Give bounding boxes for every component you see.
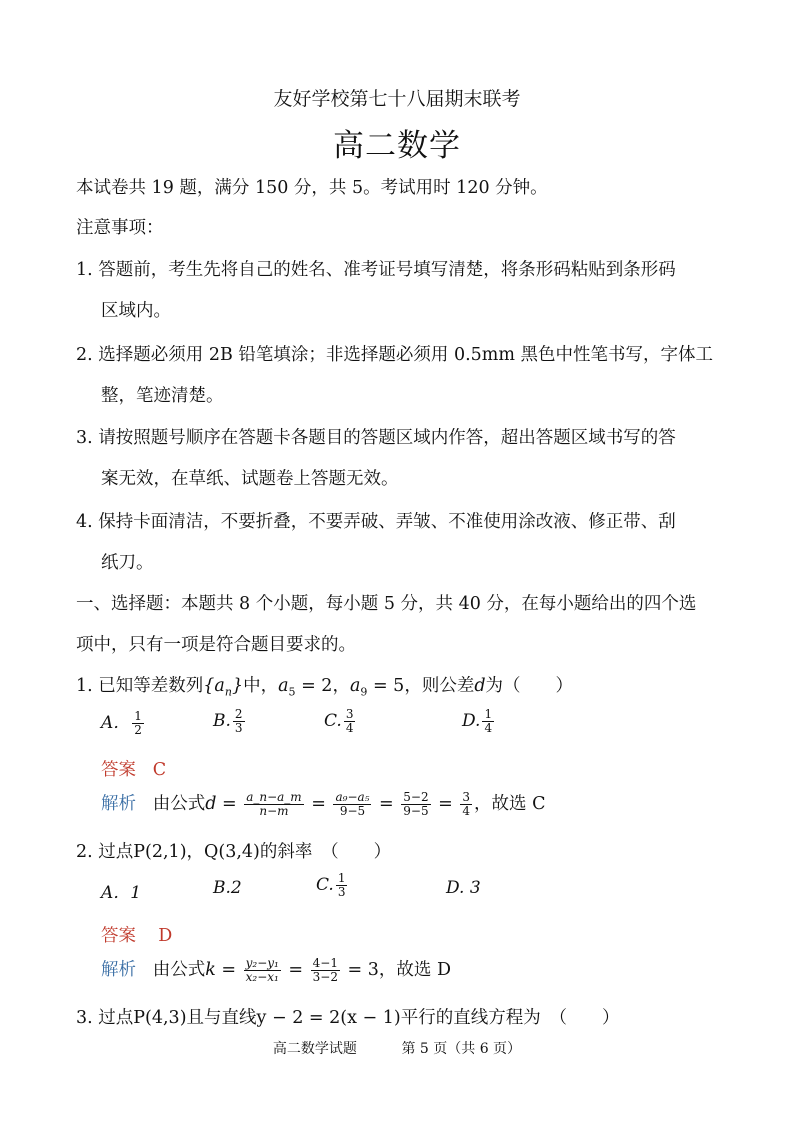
q2-option-c-num: 1 [337, 871, 346, 885]
q2-option-c [316, 872, 349, 899]
q2-f2-num: 4−1 [312, 956, 338, 970]
q1-a9: a [349, 676, 361, 696]
notice-item-1-line2: 区域内。 [101, 301, 171, 321]
q1-option-c [324, 708, 357, 735]
notice-item-3-line1: 3. 请按照题号顺序在答题卡各题目的答题区域内作答，超出答题区域书写的答 [76, 428, 676, 448]
q1-option-c-num: 3 [345, 707, 354, 721]
notice-item-3-line2: 案无效，在草纸、试题卷上答题无效。 [101, 469, 399, 489]
exam-intro: 本试卷共 19 题，满分 150 分，共 5。考试用时 120 分钟。 [76, 178, 548, 198]
q1-option-d-den: 4 [484, 721, 493, 735]
q2-option-a [101, 878, 141, 903]
q1-d: d [474, 676, 486, 696]
q1-tail: 为（ ） [485, 676, 574, 696]
q2-option-c-den: 3 [337, 885, 346, 899]
q1-answer [101, 756, 166, 781]
q2-explain-k: k [205, 960, 216, 980]
section1-line1: 一、选择题：本题共 8 个小题，每小题 5 分，共 40 分，在每小题给出的四个选 [76, 594, 697, 614]
q1-option-d [462, 708, 496, 735]
q1-option-d-num: 1 [484, 707, 493, 721]
q1-option-a-num: 1 [134, 709, 142, 723]
exam-title: 高二数学 [333, 128, 461, 164]
q1-option-c-label: C. [324, 711, 342, 731]
question-3: 3. 过点P(4,3)且与直线y − 2 = 2(x − 1)平行的直线方程为 （ ） [76, 1008, 620, 1028]
notice-item-2-line2: 整，笔迹清楚。 [101, 386, 224, 406]
q1-a5-sub: 5 [288, 685, 296, 699]
q1-explain-d: d [205, 794, 217, 814]
q2-option-b-label: B.2 [213, 878, 242, 898]
q2-explain-label: 解析 [101, 960, 136, 980]
q2-f1-num: y₂−y₁ [245, 956, 279, 970]
q1-option-a-label: A． [101, 713, 131, 733]
q1-answer-value: C [152, 760, 167, 780]
q1-explain-label: 解析 [101, 794, 136, 814]
question-1 [76, 672, 573, 699]
q1-seq: {a [203, 676, 225, 696]
q1-f1-den: n−m [259, 804, 289, 818]
q1-option-d-label: D. [462, 711, 481, 731]
page-footer [0, 1038, 794, 1058]
q1-a5-val: = 2， [295, 676, 350, 696]
q1-explain-tail: ，故选 C [474, 794, 546, 814]
q1-option-a-den: 2 [134, 723, 142, 737]
q2-answer [101, 922, 172, 947]
q2-f2-den: 3−2 [312, 970, 338, 984]
section1-line2: 项中，只有一项是符合题目要求的。 [76, 635, 356, 655]
q2-f1-den: x₂−x₁ [245, 970, 279, 984]
q1-a9-sub: 9 [360, 685, 368, 699]
notice-item-1-line1: 1. 答题前，考生先将自己的姓名、准考证号填写清楚，将条形码粘贴到条形码 [76, 260, 676, 280]
q1-option-a [101, 708, 146, 737]
q1-a5: a [278, 676, 289, 696]
q1-explain-prefix: 由公式 [152, 794, 206, 814]
q1-option-c-den: 4 [345, 721, 354, 735]
q1-option-b-label: B. [213, 711, 231, 731]
q2-explanation: 解析 由公式k = $\frac{\text{y₂−y₁}}{\text{x₂−x₁}}$ = $\frac{4-1}{3-2}$ = 3，故选 D [101, 956, 451, 984]
q1-f2-den: 9−5 [339, 804, 366, 818]
notice-item-4-line1: 4. 保持卡面清洁，不要折叠，不要弄破、弄皱、不准使用涂改液、修正带、刮 [76, 512, 676, 532]
q2-option-b [213, 878, 242, 898]
q1-f4-num: 3 [462, 790, 471, 804]
notice-heading: 注意事项： [76, 218, 164, 238]
notice-item-4-line2: 纸刀。 [101, 553, 154, 573]
q2-option-d [446, 878, 481, 898]
q1-option-b-num: 2 [234, 707, 243, 721]
question-2: 2. 过点P(2,1)，Q(3,4)的斜率 （ ） [76, 842, 392, 862]
q1-seq-sub: n [224, 685, 232, 699]
q1-f3-den: 9−5 [403, 804, 429, 818]
q1-f3-num: 5−2 [403, 790, 429, 804]
q1-explanation: 解析 由公式d = $\frac{a\_n-a\_m}{n-m}$ = $\frac{\text{a₉−a₅}}{9-5}$ = $\frac{5-2}{9-5}$ = $\frac{3}{4}$ ，故选 C [101, 790, 546, 818]
school-name: 友好学校第七十八届期末联考 [273, 88, 521, 110]
footer-page-number: 第 5 页（共 6 页） [401, 1041, 522, 1057]
q2-option-a-label: A．1 [101, 883, 142, 903]
q1-option-b [213, 708, 247, 735]
q1-option-b-den: 3 [234, 721, 243, 735]
q2-option-d-label: D. 3 [446, 878, 481, 898]
q1-seq-close: } [231, 676, 244, 696]
q1-mid2: 则公差 [421, 676, 475, 696]
q2-answer-value: D [158, 926, 173, 946]
q2-explain-tail: = 3，故选 D [341, 960, 451, 980]
footer-subject: 高二数学试题 [272, 1041, 357, 1057]
q1-a9-val: = 5， [367, 676, 422, 696]
notice-item-2-line1: 2. 选择题必须用 2B 铅笔填涂；非选择题必须用 0.5mm 黑色中性笔书写，字体工 [76, 345, 714, 365]
q2-option-c-label: C. [316, 875, 334, 895]
q1-answer-label: 答案 [101, 760, 136, 780]
q1-mid1: 中， [243, 676, 279, 696]
q2-answer-label: 答案 [101, 926, 136, 946]
q2-explain-prefix: 由公式 [152, 960, 206, 980]
q1-prefix: 1. 已知等差数列 [76, 676, 204, 696]
q1-f1-num: a_n−a_m [246, 790, 302, 804]
q1-f4-den: 4 [462, 804, 471, 818]
q1-f2-num: a₉−a₅ [335, 790, 370, 804]
